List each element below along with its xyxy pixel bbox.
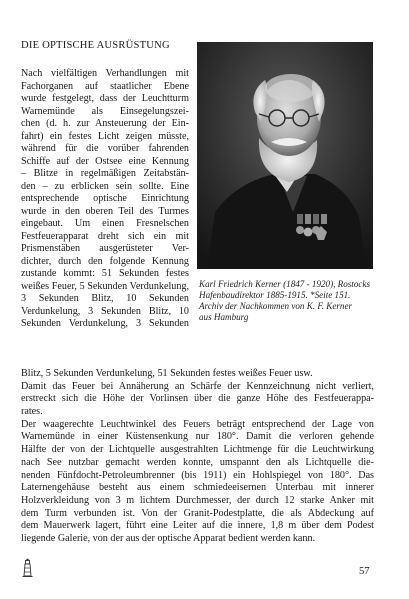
text-line: dem Mauerwerk lagert, führt eine Leiter auf die innere, 1,8 m über dem Podest xyxy=(21,520,374,532)
text-line: während für die vorüber fahrenden xyxy=(21,143,189,154)
text-line: eingebaut. Um einen Fresnelschen xyxy=(21,218,189,229)
text-line: dem Turm verbunden ist. Von der Granit-Podestplatte, die als Abdeckung auf xyxy=(21,507,374,519)
portrait-photo xyxy=(197,42,373,269)
text-line: zustande kommt: 51 Sekunden festes xyxy=(21,268,189,279)
text-line: Laternengehäuse besteht aus einem schmiedeeisernen Unterbau mit innerer xyxy=(21,482,374,494)
text-line: Verdunkelung, 3 Sekunden Blitz, 10 xyxy=(21,305,189,317)
caption-line: aus Hamburg xyxy=(199,312,249,322)
text-line: Blitz, 5 Sekunden Verdunkelung, 51 Sekunden festes weißes Feuer usw. xyxy=(21,368,313,379)
text-line: erstreckt sich die Höhe der Vorlinsen über die ganze Höhe des Festfeuerappa- xyxy=(21,393,374,405)
text-line: fahrt) ein festes Licht zeigen müsste, xyxy=(21,130,189,142)
text-line: – Blitze in regelmäßigen Zeitabstän- xyxy=(21,168,189,179)
text-line: rates. xyxy=(21,406,43,418)
text-line: nach See nutzbar gemacht werden konnte, umspannt den als Lichtquelle die- xyxy=(21,456,374,468)
text-line: Festfeuerapparat dreht sich ein mit xyxy=(21,230,189,242)
text-line: Nach vielfältigen Verhandlungen mit xyxy=(21,68,189,79)
text-line: Damit das Feuer bei Annäherung an Schärfe der Kennzeichnung nicht verliert, xyxy=(21,380,374,392)
caption-line: Karl Friedrich Kerner (1847 - 1920), Rostocks xyxy=(199,279,370,289)
text-line: chen (d. h. zur Ansteuerung der Ein- xyxy=(21,118,189,129)
text-line: Warnemünde als Einsegelungszei- xyxy=(21,105,189,117)
narrow-text-column xyxy=(21,68,189,331)
text-line: 3 Sekunden Blitz, 10 Sekunden xyxy=(21,293,189,304)
text-line: wurde in den oberen Teil des Turmes xyxy=(21,205,189,217)
text-line: den – zu erblicken sein sollte. Eine xyxy=(21,180,189,192)
section-heading: DIE OPTISCHE AUSRÜSTUNG xyxy=(21,40,170,51)
wide-text-block xyxy=(21,368,374,546)
text-line: Sekunden Verdunkelung, 3 Sekunden xyxy=(21,318,189,329)
text-line: wurde festgelegt, dass der Leuchtturm xyxy=(21,93,189,104)
text-line: Holzverkleidung von 3 m lichtem Durchmesser, der durch 12 starke Anker mit xyxy=(21,494,374,506)
photo-caption xyxy=(199,279,375,323)
text-line: Schiffe auf der Ostsee eine Kennung xyxy=(21,155,189,167)
text-line: Prismenstäben ausgerüsteter Ver- xyxy=(21,243,189,254)
caption-line: Archiv der Nachkommen von K. F. Kerner xyxy=(199,301,353,311)
text-line: Hälfte der von der Lichtquelle ausgestrahlten Lichtmenge für die Leuchtwirkung xyxy=(21,444,374,456)
page-number: 57 xyxy=(359,566,370,577)
text-line: entsprechende optische Einrichtung xyxy=(21,193,189,204)
lighthouse-icon xyxy=(21,558,34,578)
portrait-illustration xyxy=(197,42,373,269)
text-line: dichter, durch den folgende Kennung xyxy=(21,255,189,267)
text-line: liegende Galerie, von der aus der optische Apparat bedient werden kann. xyxy=(21,532,316,544)
text-line: Fachorganen auf staatlicher Ebene xyxy=(21,80,189,92)
text-line: Warnemünde in einer Küstensenkung nur 180°. Damit die verloren gehende xyxy=(21,431,374,443)
text-line: weißes Feuer, 5 Sekunden Verdunkelung, xyxy=(21,280,189,292)
text-line: nenden Fünfdocht-Petroleumbrenner (bis 1911) ein Hohlspiegel von 180°. Das xyxy=(21,469,374,481)
text-line: Der waagerechte Leuchtwinkel des Feuers beträgt entsprechend der Lage von xyxy=(21,418,374,430)
caption-line: Hafenbaudirektor 1885-1915. *Seite 151. xyxy=(199,290,351,300)
